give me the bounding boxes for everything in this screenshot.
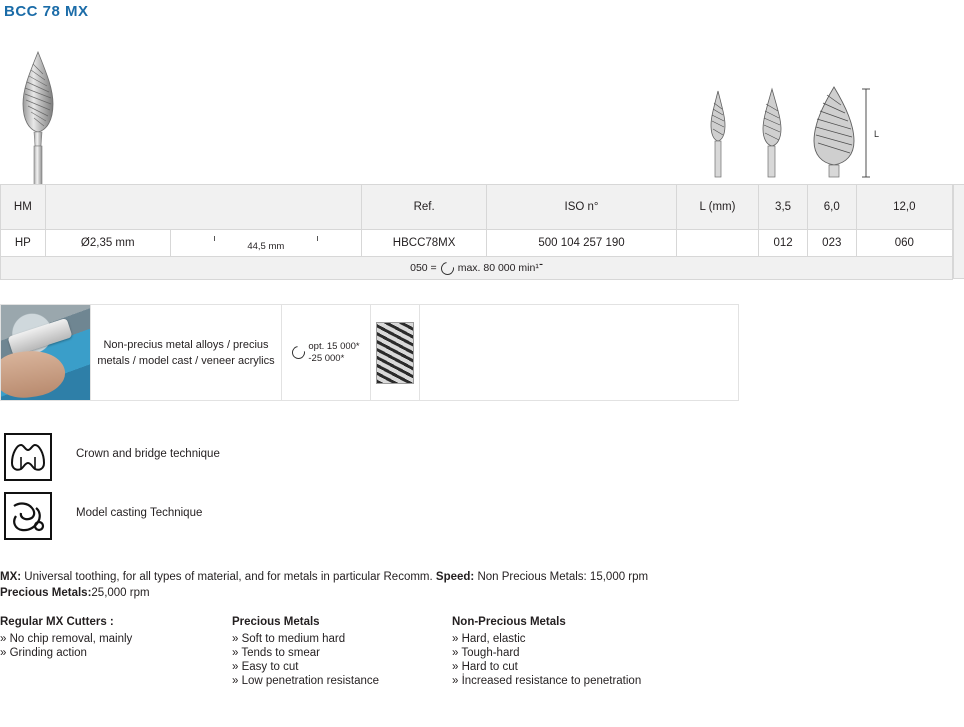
list-item: » No chip removal, mainly — [0, 633, 133, 645]
column-list — [452, 632, 712, 688]
column-list — [0, 632, 225, 660]
table-header-row — [1, 185, 953, 230]
paragraph-line2-value: 25,000 rpm — [91, 587, 150, 599]
toothing-detail-cell — [371, 305, 420, 400]
header-size-120: 12,0 — [856, 185, 952, 230]
column-regular-mx-cutters — [0, 615, 225, 660]
length-dimension-bracket — [862, 89, 870, 177]
cell-diameter: Ø2,35 mm — [46, 230, 171, 256]
page-title: BCC 78 MX — [4, 3, 89, 20]
speed-line-2: -25 000* — [308, 352, 345, 364]
list-item: » Grinding action — [0, 647, 87, 659]
paragraph-speed-label: Speed: — [435, 571, 475, 583]
header-hm: HM — [1, 185, 46, 230]
paragraph-lead: MX: — [0, 571, 22, 583]
list-item: » Low penetration resistance — [232, 675, 380, 687]
description-paragraph — [0, 569, 760, 601]
header-size-60: 6,0 — [807, 185, 856, 230]
table-row — [1, 230, 953, 257]
header-length: L (mm) — [676, 185, 758, 230]
header-size-35: 3,5 — [759, 185, 808, 230]
paragraph-text-2: Non Precious Metals: 15,000 rpm — [474, 571, 649, 583]
paragraph-text-1: Universal toothing, for all types of material, and for metals in particular Recomm. — [21, 571, 436, 583]
cell-ref: HBCC78MX — [361, 230, 486, 257]
size-023-shape — [763, 89, 781, 177]
technique-row-crown-bridge — [0, 433, 400, 481]
specification-table — [0, 184, 953, 280]
column-heading: Regular MX Cutters : — [0, 616, 114, 628]
model-casting-icon — [4, 492, 52, 540]
footnote-code: 050 = — [410, 262, 437, 274]
length-bar — [214, 235, 318, 251]
list-item: » Tough-hard — [452, 647, 520, 659]
list-item: » Hard, elastic — [452, 633, 526, 645]
column-non-precious-metals — [452, 615, 712, 688]
handpiece-in-use-photo — [1, 305, 91, 400]
technique-label: Crown and bridge technique — [76, 448, 220, 460]
column-precious-metals — [232, 615, 447, 688]
flame-bur-illustration — [10, 50, 66, 190]
cell-length — [676, 230, 758, 257]
speed-line-1: opt. 15 000* — [308, 340, 360, 352]
crown-bridge-icon — [4, 433, 52, 481]
column-list — [232, 632, 447, 688]
list-item: » İncreased resistance to penetration — [452, 675, 642, 687]
cell-diameter-group — [45, 230, 361, 257]
footnote-cell — [1, 257, 953, 280]
cell-hm: HP — [1, 230, 46, 257]
rotation-icon — [438, 259, 456, 277]
rotation-icon — [290, 343, 308, 361]
column-heading: Precious Metals — [232, 616, 320, 628]
footnote-rpm: max. 80 000 min־¹ — [457, 262, 543, 274]
indication-box — [0, 304, 739, 401]
cell-size-35: 012 — [759, 230, 808, 257]
dimension-label: L — [874, 129, 880, 139]
technique-label: Model casting Technique — [76, 507, 203, 519]
header-blank — [45, 185, 361, 230]
table-right-edge — [953, 184, 964, 279]
toothing-detail-image — [376, 322, 414, 384]
list-item: » Tends to smear — [232, 647, 321, 659]
recommended-speed — [282, 305, 371, 400]
length-bar-label: 44,5 mm — [214, 241, 318, 252]
list-item: » Soft to medium hard — [232, 633, 346, 645]
header-iso: ISO n° — [487, 185, 676, 230]
header-ref: Ref. — [361, 185, 486, 230]
size-variants-illustration — [704, 85, 934, 185]
size-060-shape — [814, 87, 854, 177]
list-item: » Hard to cut — [452, 661, 518, 673]
table-footnote-row — [1, 257, 953, 280]
hero-illustration-area — [0, 30, 964, 182]
cell-size-60: 023 — [807, 230, 856, 257]
speed-values — [308, 341, 359, 365]
technique-row-model-casting — [0, 492, 400, 540]
list-item: » Easy to cut — [232, 661, 299, 673]
cell-iso: 500 104 257 190 — [487, 230, 676, 257]
material-list: Non-precius metal alloys / precius metals / model cast / veneer acrylics — [91, 305, 282, 400]
cell-length-dimension — [171, 230, 361, 256]
size-012-shape — [711, 91, 725, 177]
paragraph-line2-label: Precious Metals: — [0, 587, 92, 599]
indication-empty-area — [420, 305, 738, 400]
cell-size-120: 060 — [856, 230, 952, 257]
column-heading: Non-Precious Metals — [452, 616, 566, 628]
